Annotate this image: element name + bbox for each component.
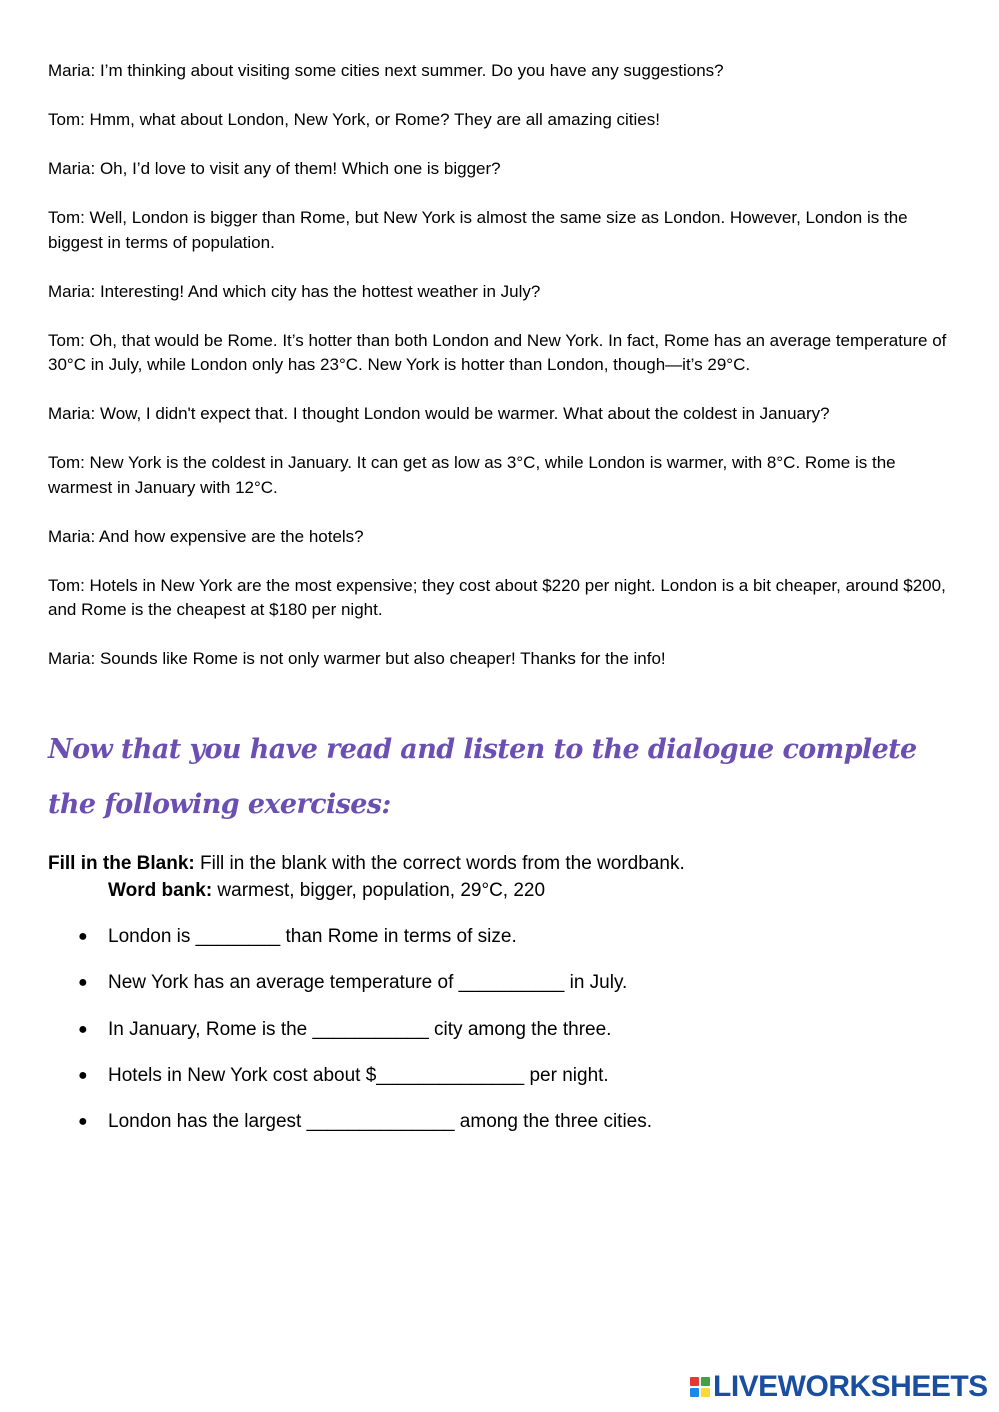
dialogue-line: Maria: I’m thinking about visiting some cities next summer. Do you have any suggestions? [48, 61, 724, 80]
item-text: New York has an average temperature of __________ in July. [108, 972, 628, 994]
dialogue-line: Maria: Interesting! And which city has the hottest weather in July? [48, 281, 541, 301]
dialogue-line: Tom: Hotels in New York are the most expensive; they cost about $220 per night. London is a bit cheaper, around $200, and Rome is the cheapest at $180 per night. [48, 575, 946, 619]
dialogue-line: Tom: Well, London is bigger than Rome, but New York is almost the same size as London. However, London is the biggest in terms of population. [48, 208, 908, 252]
list-item [78, 969, 652, 1015]
dialogue-line: Maria: And how expensive are the hotels? [48, 526, 364, 546]
list-item [78, 1062, 652, 1108]
dialogue [48, 59, 960, 696]
exercise-list [78, 923, 652, 1154]
item-text: London has the largest ______________ among the three cities. [108, 1111, 653, 1133]
item-text: In January, Rome is the ___________ city among the three. [108, 1018, 612, 1040]
word-bank [108, 877, 545, 904]
instruction-label: Fill in the Blank: [48, 853, 195, 874]
dialogue-line: Tom: New York is the coldest in January. It can get as low as 3°C, while London is warmer, with 8°C. Rome is the warmest in January with 12°C. [48, 453, 896, 497]
logo-square [690, 1377, 699, 1386]
bullet-icon: ● [78, 1066, 88, 1084]
exercise-heading: Now that you have read and listen to the dialogue complete the following exercises: [48, 734, 917, 820]
dialogue-line: Tom: Hmm, what about London, New York, or Rome? They are all amazing cities! [48, 110, 660, 129]
dialogue-line: Maria: Wow, I didn't expect that. I thought London would be warmer. What about the coldest in January? [48, 404, 830, 423]
logo-text: LIVEWORKSHEETS [713, 1370, 988, 1403]
bullet-icon: ● [78, 1113, 88, 1131]
list-item [78, 1108, 652, 1154]
word-bank-label: Word bank: [108, 880, 213, 901]
bullet-icon: ● [78, 974, 88, 992]
dialogue-line: Maria: Oh, I’d love to visit any of them! Which one is bigger? [48, 159, 501, 178]
logo-square [690, 1388, 699, 1397]
bullet-icon: ● [78, 928, 88, 945]
logo-square [701, 1388, 710, 1397]
item-text: London is ________ than Rome in terms of size. [108, 926, 517, 947]
liveworksheets-logo [690, 1372, 988, 1402]
dialogue-line: Maria: Sounds like Rome is not only warmer but also cheaper! Thanks for the info! [48, 649, 666, 668]
logo-square [701, 1377, 710, 1386]
instruction-text: Fill in the blank with the correct words from the wordbank. [194, 853, 685, 874]
bullet-icon: ● [78, 1020, 88, 1038]
list-item [78, 1016, 652, 1062]
list-item [78, 923, 652, 969]
instructions [48, 850, 685, 877]
logo-mark-icon [690, 1377, 710, 1397]
item-text: Hotels in New York cost about $______________ per night. [108, 1064, 609, 1086]
word-bank-words: warmest, bigger, population, 29°C, 220 [212, 880, 546, 901]
dialogue-line: Tom: Oh, that would be Rome. It’s hotter than both London and New York. In fact, Rome has an average temperature of 30°C in July, while London only has 23°C. New York is hotter than London, though—it’s 29°C. [48, 330, 947, 374]
